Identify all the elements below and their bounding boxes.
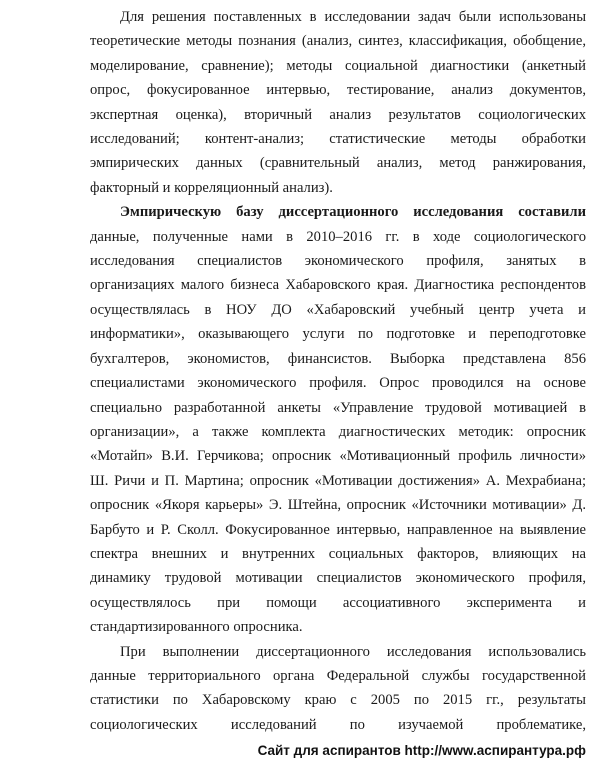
bold-lead-line: Эмпирическую базу диссертационного исследования составили — [120, 204, 586, 221]
text-line: опросник «Якоря карьеры» Э. Штейна, опросник «Источники мотивации» Д. — [90, 497, 586, 514]
text-line: Барбуто и Р. Сколл. Фокусированное интервью, направленное на выявление — [90, 521, 586, 538]
text-line: специалистами экономического профиля. Опрос проводился на основе — [90, 375, 586, 392]
text-line: осуществлялась в НОУ ДО «Хабаровский учебный центр учета и — [90, 301, 586, 318]
text-line: исследования специалистов экономического профиля, занятых в — [90, 253, 586, 270]
text-line: социологических исследований по изучаемой проблематике, — [90, 716, 586, 733]
paragraph-empirical-base — [90, 200, 586, 639]
text-line: бухгалтеров, экономистов, финансистов. Выборка представлена 856 — [90, 350, 586, 367]
text-line: Для решения поставленных в исследовании задач были использованы — [120, 9, 586, 25]
text-line: «Мотайп» В.И. Герчикова; опросник «Мотивационный профиль личности» — [90, 448, 586, 465]
text-line: эмпирических данных (сравнительный анализ, метод ранжирования, — [90, 155, 586, 172]
text-line: данные территориального органа Федеральной службы государственной — [90, 667, 586, 684]
text-line: информатики», оказывающего услуги по подготовке и переподготовке — [90, 326, 586, 343]
text-line: моделирование, сравнение); методы социальной диагностики (анкетный — [90, 57, 586, 74]
document-page — [90, 5, 586, 737]
text-line: данные, полученные нами в 2010–2016 гг. в ходе социологического — [90, 228, 586, 245]
text-line: факторный и корреляционный анализ). — [90, 179, 333, 196]
text-line: экспертная оценка), вторичный анализ результатов социологических — [90, 106, 586, 123]
site-footer-caption: Сайт для аспирантов http://www.аспирантура.рф — [257, 743, 586, 758]
text-line: теоретические методы познания (анализ, синтез, классификация, обобщение, — [90, 33, 586, 50]
text-line: динамику трудовой мотивации специалистов экономического профиля, — [90, 570, 586, 587]
text-line: исследований; контент-анализ; статистические методы обработки — [90, 131, 586, 148]
text-line: Ш. Ричи и П. Мартина; опросник «Мотивации достижения» А. Мехрабиана; — [90, 472, 586, 489]
text-line: стандартизированного опросника. — [90, 619, 303, 636]
paragraph-data-sources — [90, 640, 586, 738]
text-line: осуществлялось при помощи ассоциативного эксперимента и — [90, 594, 586, 611]
text-line: статистики по Хабаровскому краю с 2005 по 2015 гг., результаты — [90, 692, 586, 709]
text-line: специально разработанной анкеты «Управление трудовой мотивацией в — [90, 399, 586, 416]
paragraph-methods — [90, 5, 586, 200]
text-line: организации», а также комплекта диагностических методик: опросник — [90, 423, 586, 440]
text-line: При выполнении диссертационного исследования использовались — [120, 643, 586, 660]
text-line: организациях малого бизнеса Хабаровского края. Диагностика респондентов — [90, 277, 586, 294]
text-line: спектра внешних и внутренних социальных факторов, влияющих на — [90, 545, 586, 562]
text-line: опрос, фокусированное интервью, тестирование, анализ документов, — [90, 82, 586, 99]
